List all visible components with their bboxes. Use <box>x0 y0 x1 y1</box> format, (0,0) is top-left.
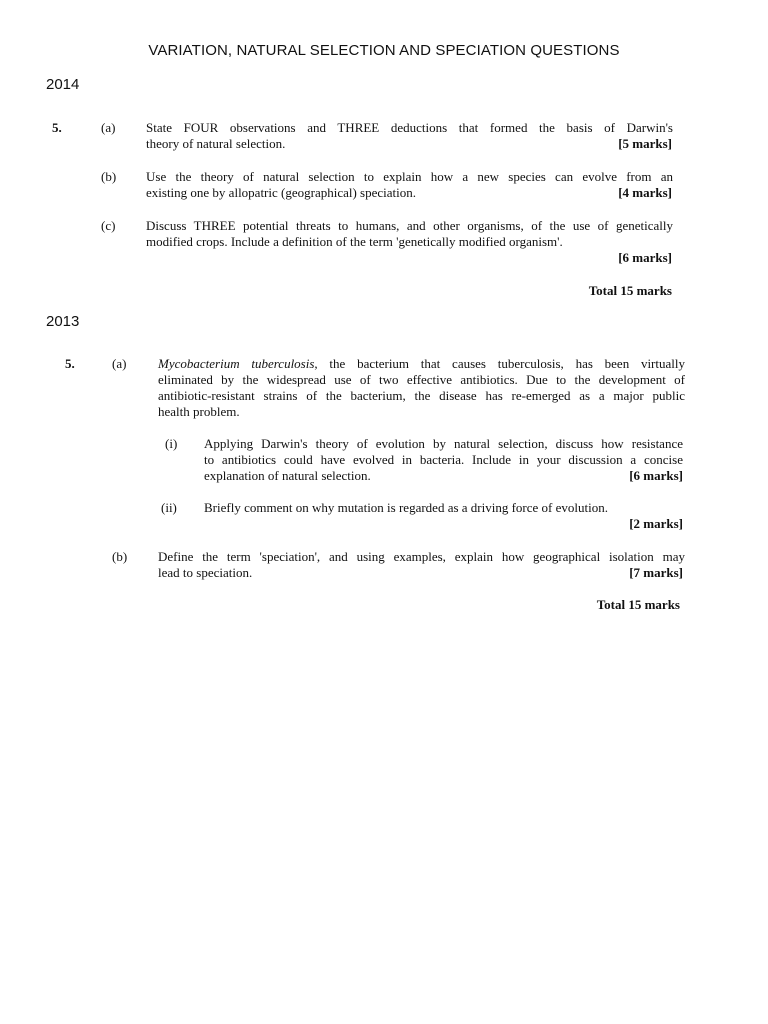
part-label: (a) <box>112 356 127 371</box>
question-text-line: modified crops. Include a definition of the term 'genetically modified organism'. <box>146 234 563 249</box>
question-text-line: Use the theory of natural selection to explain how a new species can evolve from an <box>146 169 673 184</box>
marks-label: [5 marks] <box>618 136 672 151</box>
question-text-line: existing one by allopatric (geographical) speciation. <box>146 185 417 200</box>
marks-label: [6 marks] <box>629 468 683 483</box>
question-part-a <box>146 120 673 152</box>
question-text-line: lead to speciation. <box>158 565 253 580</box>
question-part-c <box>146 218 673 250</box>
part-label: (a) <box>101 120 116 135</box>
marks-label: [7 marks] <box>629 565 683 580</box>
marks-label: [6 marks] <box>618 250 672 265</box>
question-text-line: Define the term 'speciation', and using examples, explain how geographical isolation may <box>158 549 685 564</box>
year-heading-2013: 2013 <box>46 313 80 330</box>
question-number: 5. <box>65 356 75 371</box>
question-text-line: explanation of natural selection. <box>204 468 371 483</box>
page-title: VARIATION, NATURAL SELECTION AND SPECIATION QUESTIONS <box>148 42 620 59</box>
question-text-line: Discuss THREE potential threats to humans, and other organisms, of the use of genetically <box>146 218 673 233</box>
question-text-line: health problem. <box>158 404 240 419</box>
question-text-fragment: , the bacterium that causes tuberculosis, has been virtually <box>314 356 685 371</box>
italic-organism-name: Mycobacterium tuberculosis <box>158 356 315 371</box>
question-subpart-ii <box>204 500 683 516</box>
subpart-label: (i) <box>165 436 178 451</box>
question-part-a-stem <box>158 356 685 420</box>
year-heading-2014: 2014 <box>46 76 80 93</box>
question-text-line: to antibiotics could have evolved in bacteria. Include in your discussion a concise <box>204 452 683 467</box>
question-part-b <box>158 549 685 581</box>
question-text-line: Applying Darwin's theory of evolution by natural selection, discuss how resistance <box>204 436 683 451</box>
part-label: (c) <box>101 218 116 233</box>
question-subpart-i <box>204 436 683 484</box>
question-number: 5. <box>52 120 62 135</box>
marks-label: [2 marks] <box>629 516 683 531</box>
question-part-b <box>146 169 673 201</box>
subpart-label: (ii) <box>161 500 177 515</box>
question-text-line: Briefly comment on why mutation is regarded as a driving force of evolution. <box>204 500 608 515</box>
part-label: (b) <box>112 549 128 564</box>
question-text-line: eliminated by the widespread use of two effective antibiotics. Due to the development of <box>158 372 685 387</box>
part-label: (b) <box>101 169 117 184</box>
total-marks: Total 15 marks <box>596 597 680 612</box>
question-text-line: State FOUR observations and THREE deductions that formed the basis of Darwin's <box>146 120 673 135</box>
total-marks: Total 15 marks <box>588 283 672 298</box>
marks-label: [4 marks] <box>618 185 672 200</box>
question-text-line: theory of natural selection. <box>146 136 286 151</box>
question-text-line: antibiotic-resistant strains of the bacterium, the disease has re-emerged as a major public <box>158 388 685 403</box>
